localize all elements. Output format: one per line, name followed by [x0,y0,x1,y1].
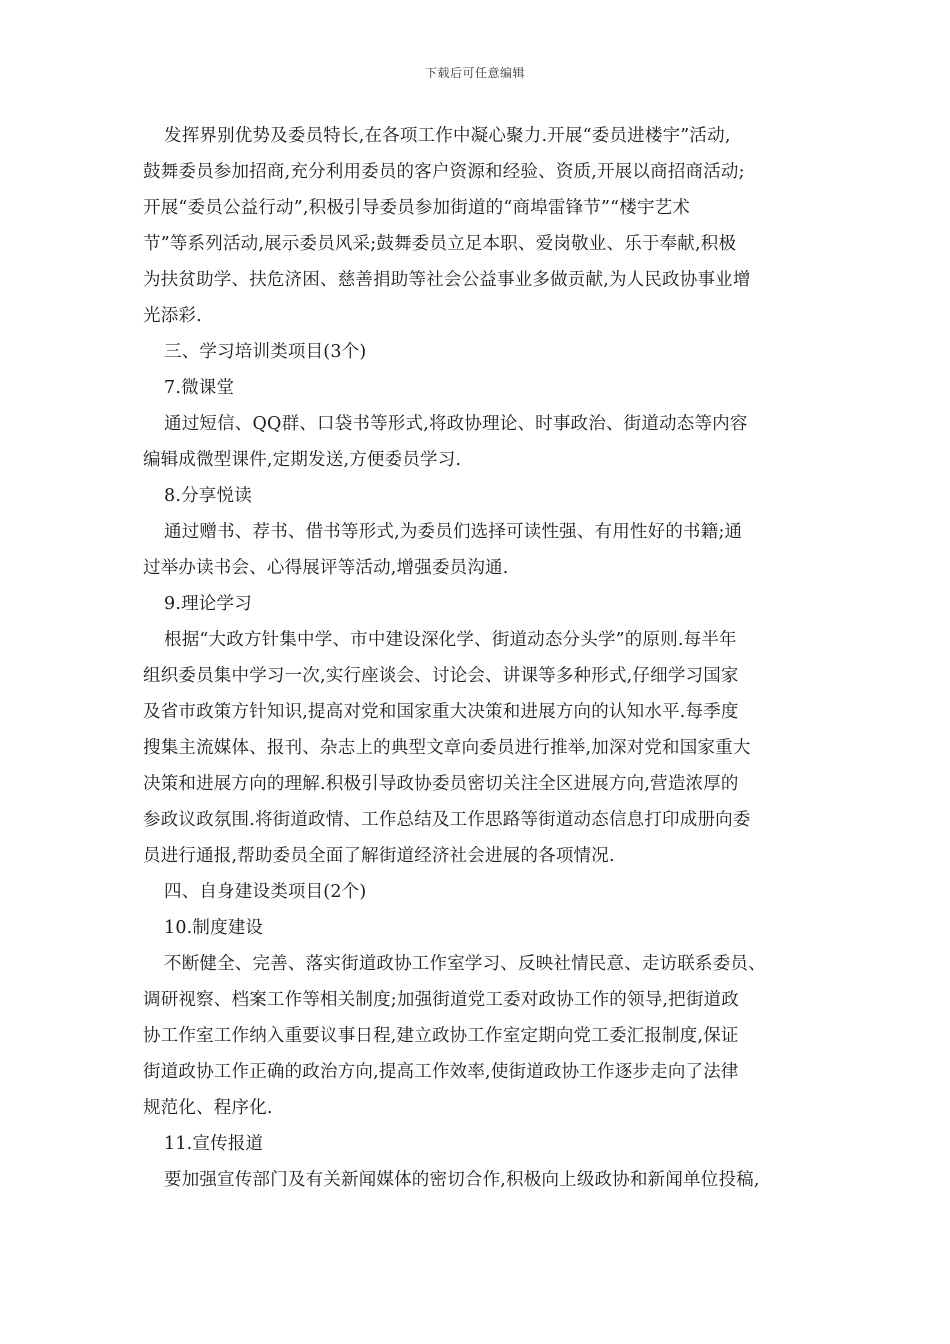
section-heading: 10.制度建设 [164,918,264,938]
paragraph-line: 决策和进展方向的理解.积极引导政协委员密切关注全区进展方向,营造浓厚的 [143,774,739,794]
paragraph-line: 要加强宣传部门及有关新闻媒体的密切合作,积极向上级政协和新闻单位投稿, [164,1170,760,1190]
paragraph [143,946,811,1126]
paragraph-line: 光添彩. [143,306,202,326]
paragraph-line: 调研视察、档案工作等相关制度;加强街道党工委对政协工作的领导,把街道政 [143,990,739,1010]
paragraph-line: 节”等系列活动,展示委员风采;鼓舞委员立足本职、爱岗敬业、乐于奉献,积极 [143,234,737,254]
paragraph-line: 鼓舞委员参加招商,充分利用委员的客户资源和经验、资质,开展以商招商活动; [143,162,745,182]
paragraph [143,1162,811,1198]
section-heading: 7.微课堂 [164,378,235,398]
paragraph [143,406,811,478]
document-body [143,118,811,1198]
paragraph-line: 搜集主流媒体、报刊、杂志上的典型文章向委员进行推举,加深对党和国家重大 [143,738,751,758]
paragraph-line: 不断健全、完善、落实街道政协工作室学习、反映社情民意、走访联系委员、 [164,954,766,974]
paragraph-line: 员进行通报,帮助委员全面了解街道经济社会进展的各项情况. [143,846,615,866]
paragraph-line: 通过短信、QQ群、口袋书等形式,将政协理论、时事政治、街道动态等内容 [164,414,748,434]
section-heading: 三、学习培训类项目(3个) [164,342,367,362]
paragraph-line: 参政议政氛围.将街道政情、工作总结及工作思路等街道动态信息打印成册向委 [143,810,751,830]
paragraph-line: 编辑成微型课件,定期发送,方便委员学习. [143,450,462,470]
paragraph-line: 为扶贫助学、扶危济困、慈善捐助等社会公益事业多做贡献,为人民政协事业增 [143,270,751,290]
section-heading: 8.分享悦读 [164,486,252,506]
paragraph-line: 规范化、程序化. [143,1098,273,1118]
section-heading: 11.宣传报道 [164,1134,264,1154]
paragraph-line: 根据“大政方针集中学、市中建设深化学、街道动态分头学”的原则.每半年 [164,630,737,650]
paragraph [143,514,811,586]
paragraph [143,118,811,334]
paragraph-line: 协工作室工作纳入重要议事日程,建立政协工作室定期向党工委汇报制度,保证 [143,1026,739,1046]
paragraph-line: 过举办读书会、心得展评等活动,增强委员沟通. [143,558,509,578]
page-header: 下载后可任意编辑 [424,66,525,80]
paragraph-line: 街道政协工作正确的政治方向,提高工作效率,使街道政协工作逐步走向了法律 [143,1062,739,1082]
paragraph-line: 发挥界别优势及委员特长,在各项工作中凝心聚力.开展“委员进楼宇”活动, [164,126,731,146]
paragraph-line: 开展“委员公益行动”,积极引导委员参加街道的“商埠雷锋节”“楼宇艺术 [143,198,691,218]
paragraph-line: 通过赠书、荐书、借书等形式,为委员们选择可读性强、有用性好的书籍;通 [164,522,743,542]
section-heading: 四、自身建设类项目(2个) [164,882,367,902]
paragraph-line: 组织委员集中学习一次,实行座谈会、讨论会、讲课等多种形式,仔细学习国家 [143,666,739,686]
paragraph-line: 及省市政策方针知识,提高对党和国家重大决策和进展方向的认知水平.每季度 [143,702,739,722]
section-heading: 9.理论学习 [164,594,252,614]
paragraph [143,622,811,874]
